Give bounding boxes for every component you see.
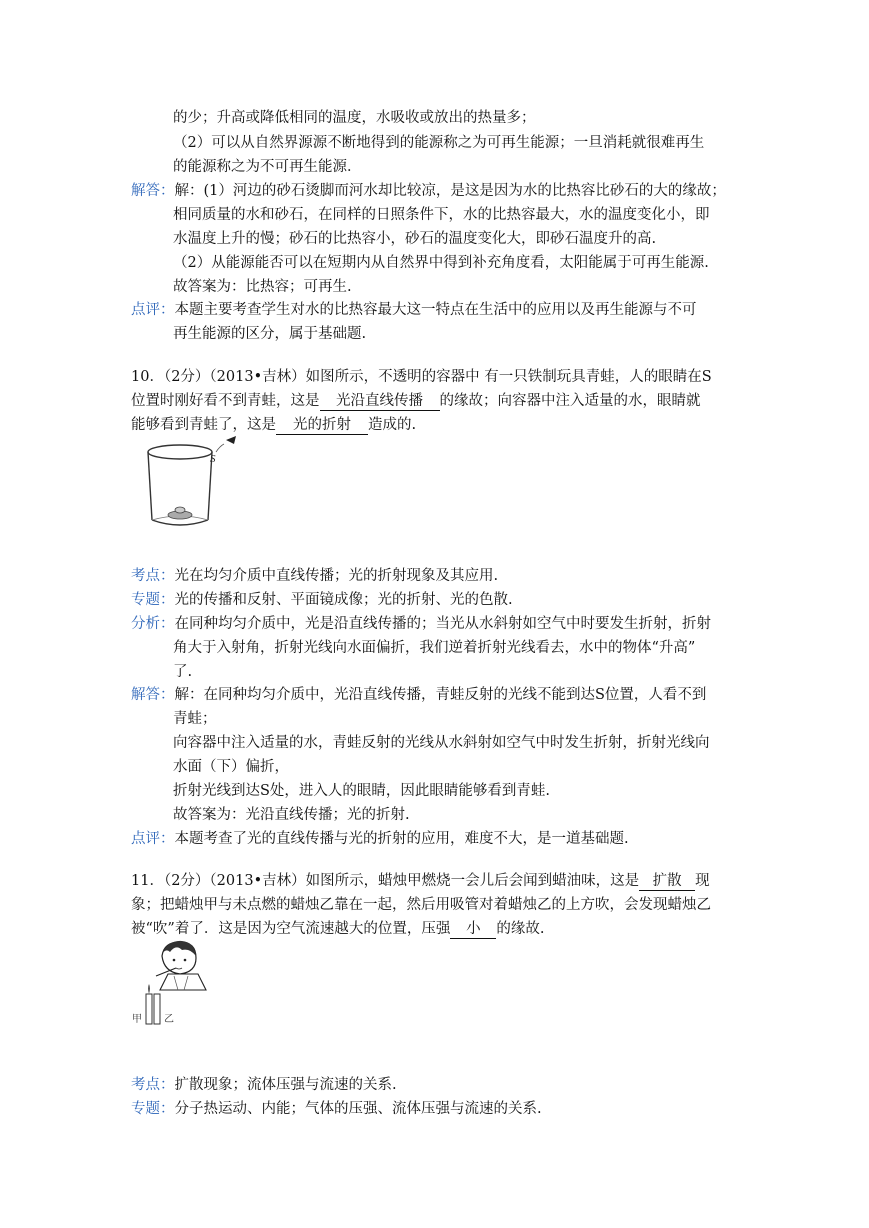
text-line	[131, 566, 498, 586]
text-line	[131, 829, 629, 849]
text-segment: 11．（2分）（2013•吉林）如图所示，蜡烛甲燃烧一会儿后会闻到蜡油味，这是	[131, 873, 640, 889]
text-line	[173, 133, 704, 153]
text-segment: 解：(1）河边的砂石烫脚而河水却比较凉，是这是因为水的比热容比砂石的大的缘故；	[174, 183, 726, 199]
text-segment: 本题考查了光的直线传播与光的折射的应用，难度不大，是一道基础题.	[174, 831, 629, 847]
section-label: 点评：	[131, 302, 175, 318]
text-segment: 光在均匀介质中直线传播；光的折射现象及其应用.	[174, 568, 499, 584]
candle-jia-icon	[146, 984, 152, 1024]
answer-blank: 小	[450, 920, 496, 939]
text-segment: （2）从能源能否可以在短期内从自然界中得到补充角度看，太阳能属于可再生能源.	[173, 255, 709, 271]
section-label: 点评：	[131, 831, 175, 847]
text-line	[131, 919, 544, 939]
section-label: 解答：	[131, 687, 175, 703]
text-line	[131, 1099, 542, 1119]
text-segment: 的能源称之为不可再生能源．	[173, 159, 362, 175]
text-line	[173, 662, 192, 682]
text-segment: 的缘故.	[496, 921, 545, 937]
text-segment: 再生能源的区分，属于基础题.	[173, 326, 367, 342]
text-segment: 相同质量的水和砂石，在同样的日照条件下，水的比热容最大，水的温度变化小，即	[173, 207, 710, 223]
text-line	[173, 324, 366, 344]
text-line	[173, 157, 362, 177]
text-line	[131, 614, 711, 634]
text-segment: 10．（2分）（2013•吉林）如图所示，不透明的容器中 有一只铁制玩具青蛙，人的眼睛在S	[131, 369, 712, 385]
text-segment: 的少；升高或降低相同的温度，水吸收或放出的热量多；	[173, 110, 536, 126]
text-segment: 现	[695, 873, 710, 889]
text-line	[173, 277, 352, 297]
text-line	[131, 300, 697, 320]
text-line	[173, 253, 709, 273]
text-line	[131, 181, 726, 201]
figure2-label-yi: 乙	[164, 1014, 174, 1025]
figure-container-frog	[140, 432, 250, 537]
figure2-label-jia: 甲	[132, 1014, 142, 1025]
answer-blank: 光的折射	[276, 416, 368, 435]
answer-blank: 光沿直线传播	[320, 392, 440, 411]
text-segment: 造成的.	[368, 417, 417, 433]
text-line	[131, 871, 710, 891]
boy-icon	[160, 941, 206, 990]
text-line	[131, 367, 712, 387]
text-line	[173, 108, 536, 128]
text-segment: 的缘故；向容器中注入适量的水，眼睛就	[439, 393, 701, 409]
text-segment: 水面（下）偏折，	[173, 759, 289, 775]
text-segment: 折射光线到达S处，进入人的眼睛，因此眼睛能够看到青蛙.	[173, 783, 551, 799]
text-segment: 解：在同种均匀介质中，光沿直线传播，青蛙反射的光线不能到达S位置，人看不到	[174, 687, 707, 703]
section-label: 考点：	[131, 1077, 175, 1093]
section-label: 专题：	[131, 592, 175, 608]
text-line	[173, 781, 550, 801]
text-segment: 故答案为：光沿直线传播；光的折射.	[173, 807, 410, 823]
text-line	[173, 733, 710, 753]
text-segment: 象；把蜡烛甲与未点燃的蜡烛乙靠在一起，然后用吸管对着蜡烛乙的上方吹，会发现蜡烛乙	[131, 897, 711, 913]
text-line	[173, 709, 217, 729]
text-line	[131, 590, 513, 610]
candle-yi-icon	[154, 994, 160, 1024]
section-label: 专题：	[131, 1101, 175, 1117]
text-segment: 在同种均匀介质中，光是沿直线传播的；当光从水斜射如空气中时要发生折射，折射	[174, 616, 711, 632]
text-line	[173, 205, 710, 225]
text-segment: 分子热运动、内能；气体的压强、流体压强与流速的关系.	[174, 1101, 542, 1117]
text-segment: 青蛙；	[173, 711, 217, 727]
text-line	[173, 638, 695, 658]
section-label: 考点：	[131, 568, 175, 584]
text-segment: 光的传播和反射、平面镜成像；光的折射、光的色散.	[174, 592, 513, 608]
figure-boy-candles	[132, 938, 222, 1030]
section-label: 解答：	[131, 183, 175, 199]
text-segment: 位置时刚好看不到青蛙，这是	[131, 393, 320, 409]
text-segment: 本题主要考查学生对水的比热容最大这一特点在生活中的应用以及再生能源与不可	[174, 302, 697, 318]
text-line	[131, 685, 706, 705]
figure1-label-s: S	[210, 453, 216, 465]
text-line	[173, 757, 289, 777]
text-line	[173, 229, 656, 249]
text-line	[131, 895, 711, 915]
text-segment: 角大于入射角，折射光线向水面偏折，我们逆着折射光线看去，水中的物体“升高”	[173, 640, 696, 656]
text-segment: 水温度上升的慢；砂石的比热容小，砂石的温度变化大，即砂石温度升的高.	[173, 231, 657, 247]
text-segment: 了.	[173, 664, 193, 680]
text-segment: （2）可以从自然界源源不断地得到的能源称之为可再生能源；一旦消耗就很难再生	[173, 135, 705, 151]
text-segment: 故答案为：比热容；可再生.	[173, 279, 352, 295]
frog-icon	[168, 507, 192, 519]
eye-icon	[226, 436, 236, 444]
text-line	[173, 805, 410, 825]
text-line	[131, 1075, 397, 1095]
text-line	[131, 391, 701, 411]
text-segment: 向容器中注入适量的水，青蛙反射的光线从水斜射如空气中时发生折射，折射光线向	[173, 735, 710, 751]
answer-blank: 扩散	[639, 872, 695, 891]
text-segment: 能够看到青蛙了，这是	[131, 417, 276, 433]
text-segment: 扩散现象；流体压强与流速的关系.	[174, 1077, 397, 1093]
text-segment: 被“吹”着了．这是因为空气流速越大的位置，压强	[131, 921, 451, 937]
section-label: 分析：	[131, 616, 175, 632]
